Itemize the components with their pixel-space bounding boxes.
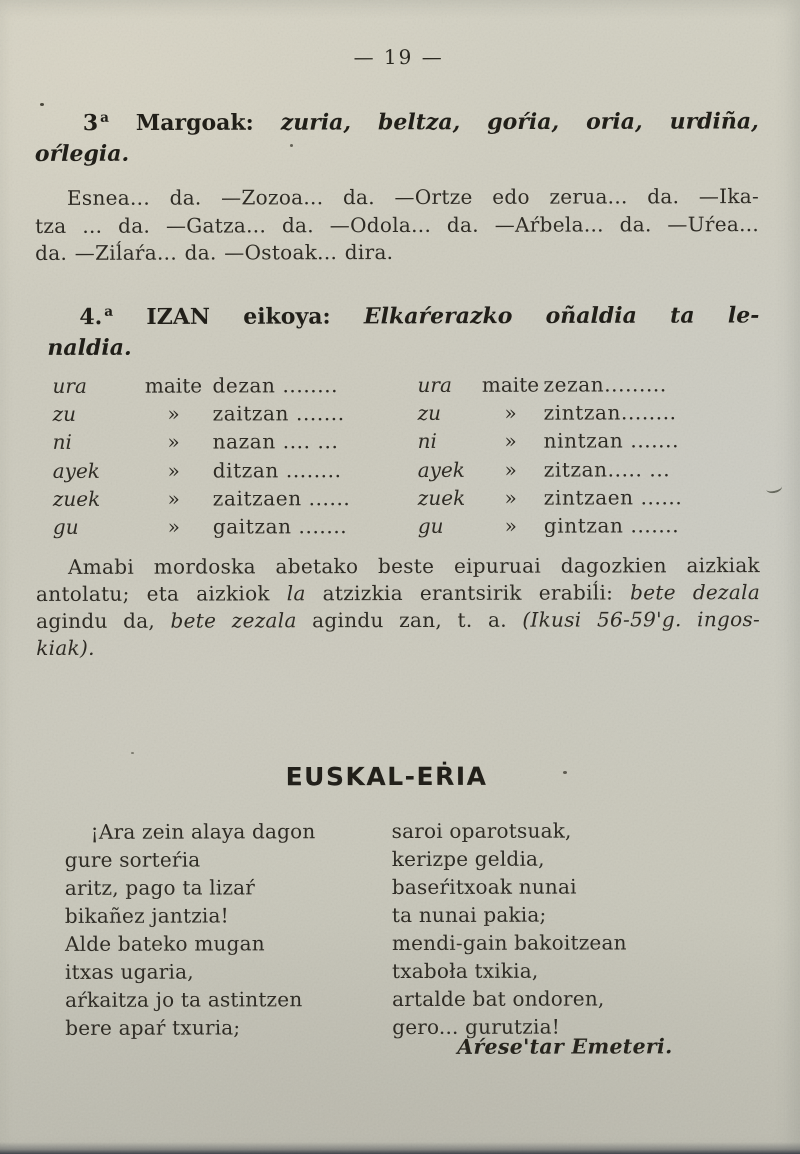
- text-segment: oŕlegia.: [34, 141, 130, 168]
- text-segment: zuria, beltza, goŕia, oria, urdiña,: [280, 108, 759, 136]
- verb-form: zintzaen ......: [543, 485, 683, 510]
- text-segment: la: [286, 581, 306, 606]
- poem-line: mendi-gain bakoitzean: [391, 930, 627, 956]
- ditto-mark: »: [167, 486, 180, 511]
- pronoun: ni: [417, 429, 437, 454]
- ditto-mark: maite: [481, 372, 540, 397]
- verb-form: ditzan ........: [212, 457, 342, 483]
- conjugation-table: [52, 372, 764, 543]
- pronoun: ura: [417, 372, 452, 397]
- text-segment: tza ... da. —Gatza... da. —Odola... da. —Aŕbela... da. —Uŕea...: [35, 211, 760, 238]
- text-segment: bete dezala: [630, 580, 761, 605]
- poem-line: ta nunai pakia;: [391, 902, 547, 928]
- text-segment: bete zezala: [170, 608, 297, 633]
- text-segment: IZAN eikoya:: [113, 303, 364, 331]
- ditto-mark: »: [167, 458, 180, 483]
- pronoun: zu: [417, 401, 442, 426]
- poem-line: bere apaŕ txuria;: [65, 1015, 241, 1040]
- pronoun: zuek: [417, 485, 466, 510]
- poem-line: bikañez jantzia!: [64, 903, 229, 928]
- conjugation-row: [53, 457, 765, 487]
- poem-line: aŕkaitza jo ta astintzen: [65, 987, 303, 1012]
- paper-speck: [131, 752, 134, 754]
- poem-line: aritz, pago ta lizaŕ: [64, 875, 256, 900]
- paper-speck: [40, 103, 44, 106]
- text-line: [35, 101, 759, 139]
- conjugation-half: [418, 457, 765, 482]
- poem-line: saroi oparotsuak,: [391, 818, 572, 844]
- ditto-mark: »: [167, 401, 180, 426]
- conjugation-half: [53, 514, 418, 539]
- verb-form: zitzan..... ...: [543, 456, 671, 482]
- text-segment: a: [104, 303, 114, 320]
- conjugation-half: [418, 485, 765, 510]
- text-segment: naldia.: [47, 335, 132, 362]
- text-line: [36, 579, 760, 608]
- conjugation-row: [53, 513, 765, 543]
- poem-right-column: [392, 816, 743, 1041]
- text-segment: Margoak:: [108, 109, 281, 137]
- text-segment: agindu da,: [36, 608, 171, 633]
- pronoun: zu: [52, 402, 77, 427]
- conjugation-half: [418, 513, 765, 538]
- text-segment: a: [100, 109, 109, 126]
- text-line: [35, 211, 759, 240]
- text-segment: Elkaŕerazko oñaldia ta le-: [363, 302, 760, 330]
- poem-signature: Aŕese'tar Emeteri.: [457, 1034, 673, 1059]
- poem-left-column: [65, 817, 381, 1042]
- ditto-mark: »: [504, 429, 517, 454]
- text-segment: agindu zan, t. a.: [296, 607, 523, 633]
- verb-form: nazan .... ...: [212, 429, 339, 454]
- conjugation-row: [53, 428, 765, 458]
- poem-line: artalde bat ondoren,: [392, 986, 605, 1012]
- pronoun: zuek: [52, 486, 101, 511]
- vocabulary-paragraph: [35, 183, 759, 268]
- ditto-mark: maite: [144, 373, 203, 398]
- verb-form: zaitzan .......: [212, 401, 345, 426]
- conjugation-row: [53, 400, 765, 430]
- conjugation-half: [53, 429, 418, 454]
- text-line: [36, 606, 760, 635]
- text-segment: (Ikusi 56-59'g. ingos-: [522, 607, 761, 632]
- poem-title: EUSKAL-EṘIA: [285, 761, 488, 792]
- ditto-mark: »: [167, 429, 180, 454]
- pronoun: gu: [417, 513, 444, 538]
- verb-form: zezan.........: [543, 372, 667, 397]
- conjugation-half: [418, 428, 765, 453]
- text-segment: 4.: [79, 304, 103, 331]
- ditto-mark: »: [504, 457, 517, 482]
- ditto-mark: »: [504, 485, 517, 510]
- poem-line: ¡Ara zein alaya dagon: [90, 819, 316, 844]
- ditto-mark: »: [504, 400, 517, 425]
- pronoun: ni: [52, 430, 72, 455]
- conjugation-half: [52, 373, 417, 398]
- verb-form: zintzan........: [543, 400, 677, 425]
- pronoun: ayek: [417, 457, 465, 482]
- text-segment: atzizkia erantsirik erabiĺi:: [305, 580, 631, 606]
- paper-speck: [290, 144, 293, 147]
- paper-speck: [563, 771, 567, 774]
- text-line: [36, 633, 760, 662]
- conjugation-half: [53, 401, 418, 426]
- text-segment: antolatu; eta aizkiok: [36, 581, 287, 606]
- text-line: [35, 295, 759, 333]
- text-line: [35, 137, 759, 170]
- verb-form: dezan ........: [212, 373, 339, 398]
- verb-form: gintzan .......: [543, 513, 680, 538]
- pronoun: ura: [52, 373, 87, 398]
- poem-line: txaboła txikia,: [392, 958, 539, 984]
- conjugation-half: [417, 372, 764, 397]
- text-segment: Amabi mordoska abetako beste eipuruai dagozkien aizkiak: [67, 553, 761, 579]
- text-line: [35, 331, 759, 364]
- page-number: — 19 —: [353, 44, 444, 70]
- conjugation-half: [53, 486, 418, 511]
- text-line: [36, 552, 760, 581]
- poem-line: baseŕitxoak nunai: [391, 874, 577, 900]
- text-line: [35, 238, 759, 267]
- verb-form: nintzan .......: [543, 428, 680, 453]
- section4-heading: [35, 295, 759, 364]
- pronoun: gu: [52, 514, 79, 539]
- section3-heading: [35, 101, 759, 170]
- poem-line: itxas ugaria,: [65, 959, 194, 984]
- explanation-paragraph: [36, 552, 760, 662]
- conjugation-row: [53, 485, 765, 515]
- verb-form: gaitzan .......: [212, 514, 348, 539]
- poem-line: Alde bateko mugan: [64, 931, 265, 956]
- ditto-mark: »: [504, 513, 518, 538]
- text-segment: kiak).: [36, 635, 95, 660]
- text-segment: 3: [82, 110, 99, 137]
- text-line: [35, 183, 759, 212]
- poem-line: gure sorteŕia: [64, 847, 201, 872]
- conjugation-half: [53, 458, 418, 483]
- ditto-mark: »: [167, 514, 181, 539]
- pronoun: ayek: [52, 458, 100, 483]
- verb-form: zaitzaen ......: [212, 485, 351, 511]
- text-segment: da. —Ziĺaŕa... da. —Ostoak... dira.: [35, 240, 394, 266]
- poem-line: gero... gurutzia!: [392, 1014, 560, 1040]
- conjugation-half: [418, 400, 765, 425]
- conjugation-row: [52, 372, 764, 402]
- text-segment: Esnea... da. —Zozoa... da. —Ortze edo zerua... da. —Ika-: [66, 184, 760, 210]
- poem-line: kerizpe geldia,: [391, 846, 545, 872]
